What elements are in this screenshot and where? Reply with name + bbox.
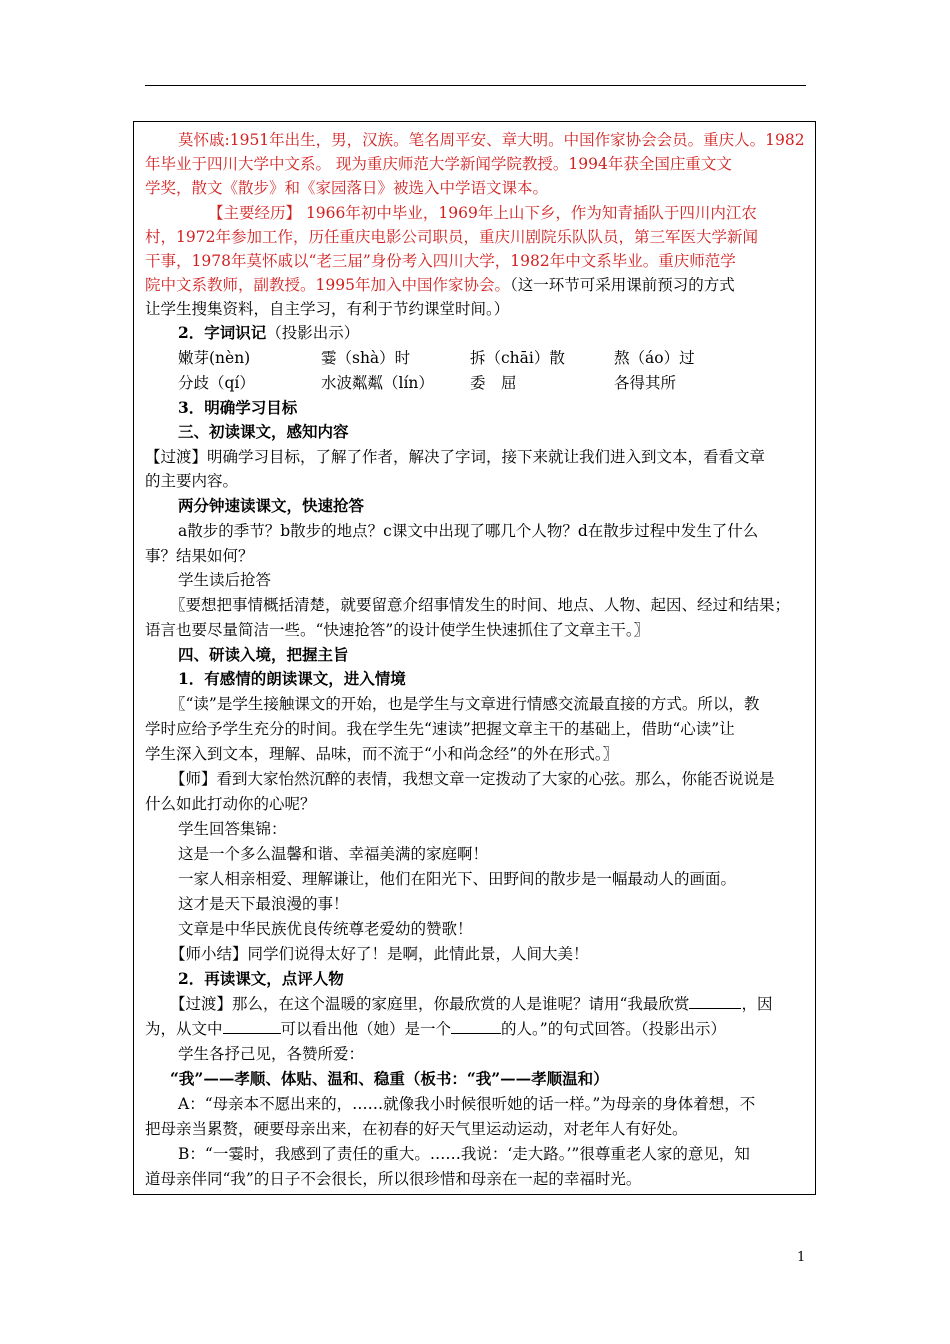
experience-tag: 【主要经历】	[208, 204, 302, 222]
vocab-item: 委 屈	[470, 374, 517, 392]
header-rule	[145, 85, 806, 86]
student-answer: 这才是天下最浪漫的事！	[178, 895, 349, 913]
vocab-heading-line	[178, 323, 359, 345]
question-text: a散步的季节？b散步的地点？c课文中出现了哪几个人物？d在散步过程中发生了什么	[178, 522, 759, 540]
answer-blank	[451, 1019, 501, 1034]
analysis-text: 道母亲伴同“我”的日子不会很长，所以很珍惜和母亲在一起的幸福时光。	[145, 1170, 642, 1188]
bio-line: 年毕业于四川大学中文系。 现为重庆师范大学新闻学院教授。1994年获全国庄重文文	[145, 155, 732, 173]
design-note: 学生深入到文本，理解、品味，而不流于“小和尚念经”的外在形式。〗	[145, 745, 619, 763]
vocab-item: 各得其所	[614, 374, 677, 392]
student-answer: 这是一个多么温馨和谐、幸福美满的家庭啊！	[178, 845, 489, 863]
analysis-text: A：“母亲本不愿出来的，……就像我小时候很听她的话一样。”为母亲的身体着想，不	[178, 1095, 756, 1113]
vocab-heading-note: （投影出示）	[266, 324, 360, 342]
bio-line: 学奖，散文《散步》和《家园落日》被选入中学语文课本。	[145, 179, 549, 197]
subsection-heading: 2．再读课文，点评人物	[178, 969, 344, 988]
teaching-note: 让学生搜集资料，自主学习，有利于节约课堂时间。）	[145, 300, 510, 318]
page-number: 1	[797, 1250, 806, 1265]
student-answers-label: 学生各抒己见，各赞所爱：	[178, 1045, 365, 1063]
experience-line	[145, 275, 735, 297]
transition-text-part: 为，从文中	[145, 1020, 223, 1038]
experience-text: 院中文系教师，副教授。1995年加入中国作家协会。	[145, 276, 510, 294]
character-heading: “我”——孝顺、体贴、温和、稳重（板书：“我”——孝顺温和）	[170, 1069, 609, 1088]
goals-heading: 3．明确学习目标	[178, 398, 298, 417]
teacher-summary: 【师小结】同学们说得太好了！是啊，此情此景，人间大美！	[170, 945, 589, 963]
bio-line: 莫怀戚:1951年出生，男，汉族。笔名周平安、章大明。中国作家协会会员。重庆人。1982	[178, 131, 805, 149]
subsection-heading: 两分钟速读课文，快速抢答	[178, 496, 365, 515]
vocab-heading: 2．字词识记	[178, 323, 267, 342]
vocab-item: 分歧（qí）	[178, 374, 255, 392]
experience-text: 1966年初中毕业，1969年上山下乡，作为知青插队于四川内江农	[301, 204, 757, 222]
analysis-text: B：“一霎时，我感到了责任的重大。……我说：‘走大路。’”很尊重老人家的意见，知	[178, 1145, 750, 1163]
design-note: 学时应给予学生充分的时间。我在学生先“速读”把握文章主干的基础上，借助“心读”让	[145, 720, 735, 738]
transition-text	[145, 1019, 726, 1041]
vocab-item: 霎（shà）时	[321, 349, 411, 367]
vocab-item: 水波粼粼（lín）	[321, 374, 434, 392]
teaching-note: （这一环节可采用课前预习的方式	[509, 276, 735, 294]
question-text: 事？结果如何？	[145, 547, 254, 565]
student-answer: 一家人相亲相爱、理解谦让，他们在阳光下、田野间的散步是一幅最动人的画面。	[178, 870, 737, 888]
experience-line: 干事，1978年莫怀戚以“老三届”身份考入四川大学，1982年中文系毕业。重庆师范学	[145, 252, 736, 270]
transition-text-part: 的人。”的句式回答。（投影出示）	[501, 1020, 726, 1038]
transition-text-part: 可以看出他（她）是一个	[280, 1020, 452, 1038]
teacher-text: 【师】看到大家怡然沉醉的表情，我想文章一定拨动了大家的心弦。那么，你能否说说是	[170, 770, 775, 788]
experience-line: 村，1972年参加工作，历任重庆电影公司职员，重庆川剧院乐队队员，第三军医大学新闻	[145, 228, 758, 246]
teacher-text: 什么如此打动你的心呢？	[145, 795, 316, 813]
experience-line	[208, 203, 757, 225]
subsection-heading: 1．有感情的朗读课文，进入情境	[178, 669, 406, 688]
answer-text: 学生读后抢答	[178, 571, 272, 589]
analysis-text: 把母亲当累赘，硬要母亲出来，在初春的好天气里运动运动，对老年人有好处。	[145, 1120, 688, 1138]
section-heading: 四、研读入境，把握主旨	[178, 645, 349, 664]
design-note: 语言也要尽量简洁一些。“快速抢答”的设计使学生快速抓住了文章主干。〗	[145, 621, 650, 639]
section-heading: 三、初读课文，感知内容	[178, 422, 349, 441]
answer-blank	[689, 994, 741, 1009]
vocab-item: 嫩芽(nèn)	[178, 349, 251, 367]
transition-text: 【过渡】明确学习目标，了解了作者，解决了字词，接下来就让我们进入到文本，看看文章	[145, 448, 766, 466]
vocab-item: 熬（áo）过	[614, 349, 695, 367]
transition-text: 的主要内容。	[145, 472, 239, 490]
answer-blank	[223, 1019, 281, 1034]
design-note: 〖要想把事情概括清楚，就要留意介绍事情发生的时间、地点、人物、起因、经过和结果；	[170, 596, 791, 614]
transition-text	[170, 994, 772, 1016]
student-answers-label: 学生回答集锦：	[178, 820, 287, 838]
vocab-item: 拆（chāi）散	[470, 349, 565, 367]
transition-text-part: ，因	[741, 995, 773, 1013]
transition-text-part: 【过渡】那么，在这个温暖的家庭里，你最欣赏的人是谁呢？请用“我最欣赏	[170, 995, 690, 1013]
student-answer: 文章是中华民族优良传统尊老爱幼的赞歌！	[178, 920, 473, 938]
design-note: 〖“读”是学生接触课文的开始，也是学生与文章进行情感交流最直接的方式。所以，教	[170, 695, 760, 713]
